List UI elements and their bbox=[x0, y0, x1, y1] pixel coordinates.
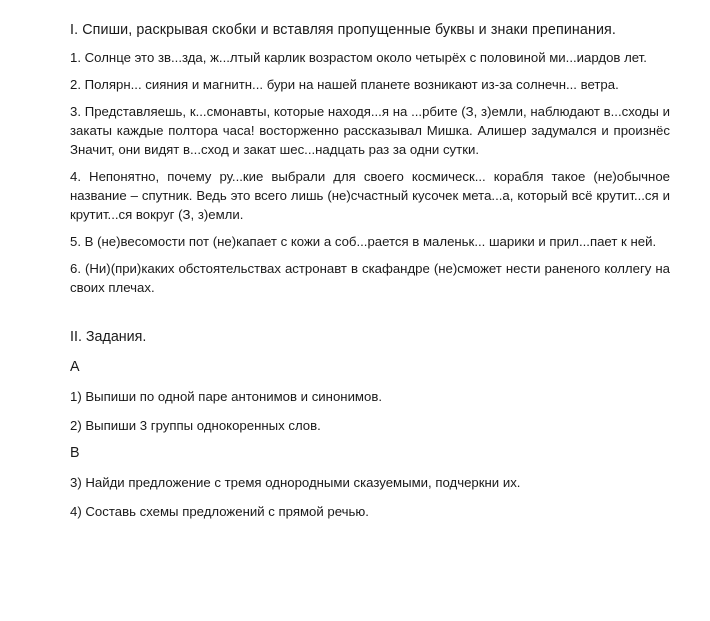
tasks-section bbox=[70, 329, 670, 521]
exercise-item-4: 4. Непонятно, почему ру...кие выбрали для своего космическ... корабля такое (не)обычное название – спутник. Ведь это всего лишь (не)счастный кусочек мета...а, который всё крутит...ся и крутит...ся вокруг (З, з)емли. bbox=[70, 169, 670, 222]
exercise-item-1: 1. Солнце это зв...зда, ж...лтый карлик возрастом около четырёх с половиной ми...иардов лет. bbox=[70, 50, 647, 65]
task-2: 2) Выпиши 3 группы однокоренных слов. bbox=[70, 418, 321, 433]
group-b-label: В bbox=[70, 445, 80, 461]
task-1: 1) Выпиши по одной паре антонимов и синонимов. bbox=[70, 389, 383, 404]
exercise-list bbox=[70, 48, 670, 297]
exercise-item-6: 6. (Ни)(при)каких обстоятельствах астронавт в скафандре (не)сможет нести раненого коллегу на своих плечах. bbox=[70, 261, 670, 295]
task-4: 4) Составь схемы предложений с прямой речью. bbox=[70, 504, 369, 519]
exercise-item-2: 2. Полярн... сияния и магнитн... бури на нашей планете возникают из-за солнечн... ветра. bbox=[70, 77, 619, 92]
group-a-label: А bbox=[70, 359, 80, 375]
exercise-item-3: 3. Представляешь, к...смонавты, которые находя...я на ...рбите (З, з)емли, наблюдают в...сходы и закаты каждые полтора часа! восторженно рассказывал Мишка. Алишер задумался и произнёс Значит, они видят в...сход и закат шес...надцать раз за одни сутки. bbox=[70, 104, 670, 157]
section-2-heading: II. Задания. bbox=[70, 329, 147, 345]
section-1-heading: I. Спиши, раскрывая скобки и вставляя пропущенные буквы и знаки препинания. bbox=[70, 22, 616, 38]
exercise-item-5: 5. В (не)весомости пот (не)капает с кожи а соб...рается в маленьк... шарики и прил...пает к ней. bbox=[70, 234, 657, 249]
task-3: 3) Найди предложение с тремя однородными сказуемыми, подчеркни их. bbox=[70, 475, 521, 490]
